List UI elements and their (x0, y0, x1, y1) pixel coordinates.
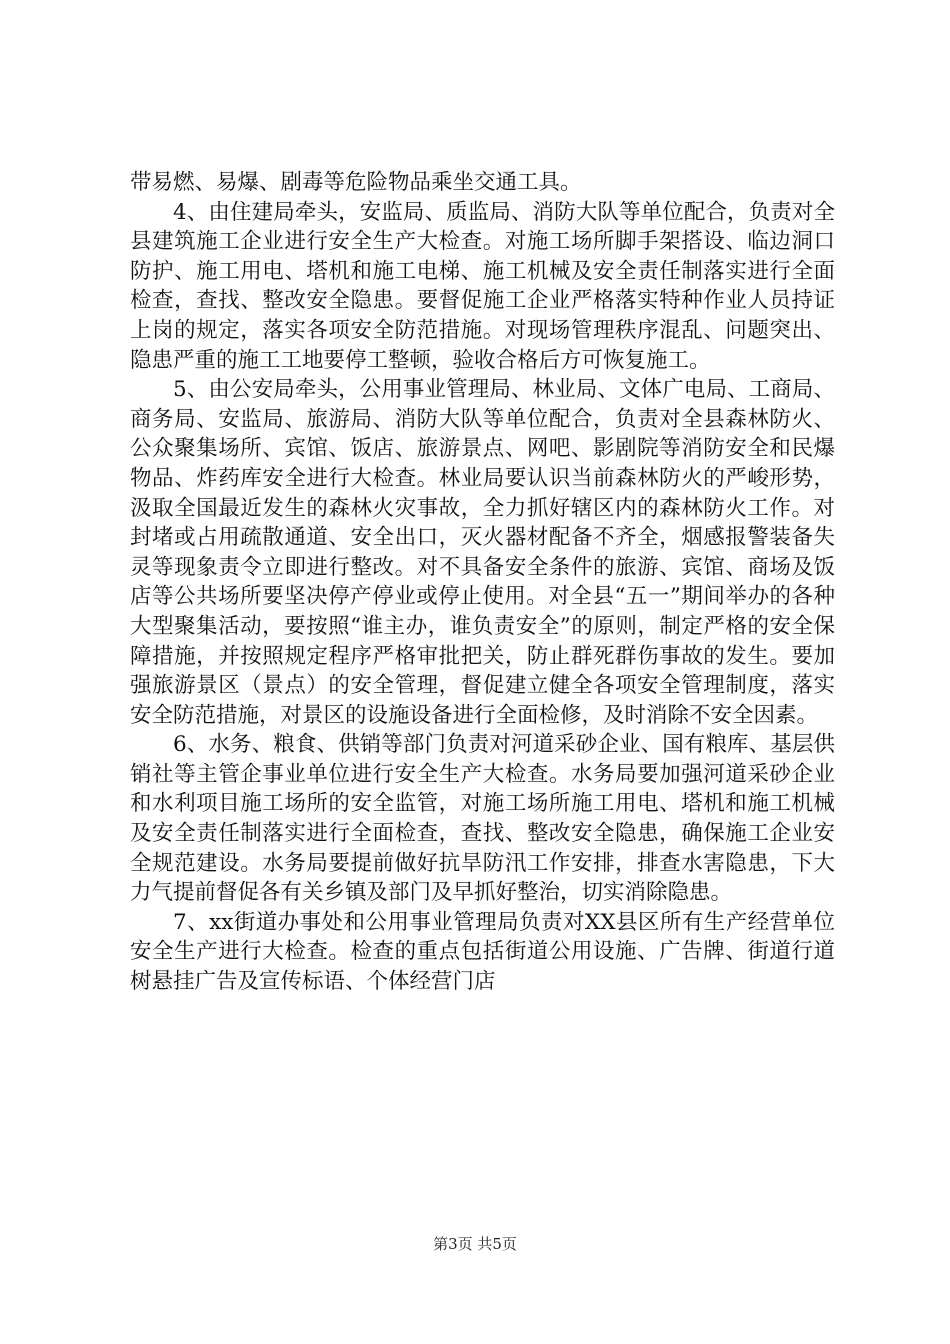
paragraph: 4、由住建局牵头，安监局、质监局、消防大队等单位配合，负责对全县建筑施工企业进行安全生产大检查。对施工场所脚手架搭设、临边洞口防护、施工用电、塔机和施工电梯、施工机械及安全责任制落实进行全面检查，查找、整改安全隐患。要督促施工企业严格落实特种作业人员持证上岗的规定，落实各项安全防范措施。对现场管理秩序混乱、问题突出、隐患严重的施工工地要停工整顿，验收合格后方可恢复施工。 (130, 199, 835, 373)
paragraph: 6、水务、粮食、供销等部门负责对河道采砂企业、国有粮库、基层供销社等主管企事业单位进行安全生产大检查。水务局要加强河道采砂企业和水利项目施工场所的安全监管，对施工场所施工用电、塔机和施工机械及安全责任制落实进行全面检查，查找、整改安全隐患，确保施工企业安全规范建设。水务局要提前做好抗旱防汛工作安排，排查水害隐患，下大力气提前督促各有关乡镇及部门及早抓好整治，切实消除隐患。 (130, 732, 835, 906)
paragraph: 7、xx街道办事处和公用事业管理局负责对XX县区所有生产经营单位安全生产进行大检查。检查的重点包括街道公用设施、广告牌、街道行道树悬挂广告及宣传标语、个体经营门店 (130, 909, 835, 995)
page-number-footer: 第3页 共5页 (433, 1235, 517, 1253)
paragraph: 5、由公安局牵头，公用事业管理局、林业局、文体广电局、工商局、商务局、安监局、旅游局、消防大队等单位配合，负责对全县森林防火、公众聚集场所、宾馆、饭店、旅游景点、网吧、影剧院等消防安全和民爆物品、炸药库安全进行大检查。林业局要认识当前森林防火的严峻形势，汲取全国最近发生的森林火灾事故，全力抓好辖区内的森林防火工作。对封堵或占用疏散通道、安全出口，灭火器材配备不齐全，烟感报警装备失灵等现象责令立即进行整改。对不具备安全条件的旅游、宾馆、商场及饭店等公共场所要坚决停产停业或停止使用。对全县“五一”期间举办的各种大型聚集活动，要按照“谁主办，谁负责安全”的原则，制定严格的安全保障措施，并按照规定程序严格审批把关，防止群死群伤事故的发生。要加强旅游景区（景点）的安全管理，督促建立健全各项安全管理制度，落实安全防范措施，对景区的设施设备进行全面检修，及时消除不安全因素。 (130, 377, 835, 728)
paragraph: 带易燃、易爆、剧毒等危险物品乘坐交通工具。 (130, 170, 582, 195)
document-body (130, 168, 835, 997)
